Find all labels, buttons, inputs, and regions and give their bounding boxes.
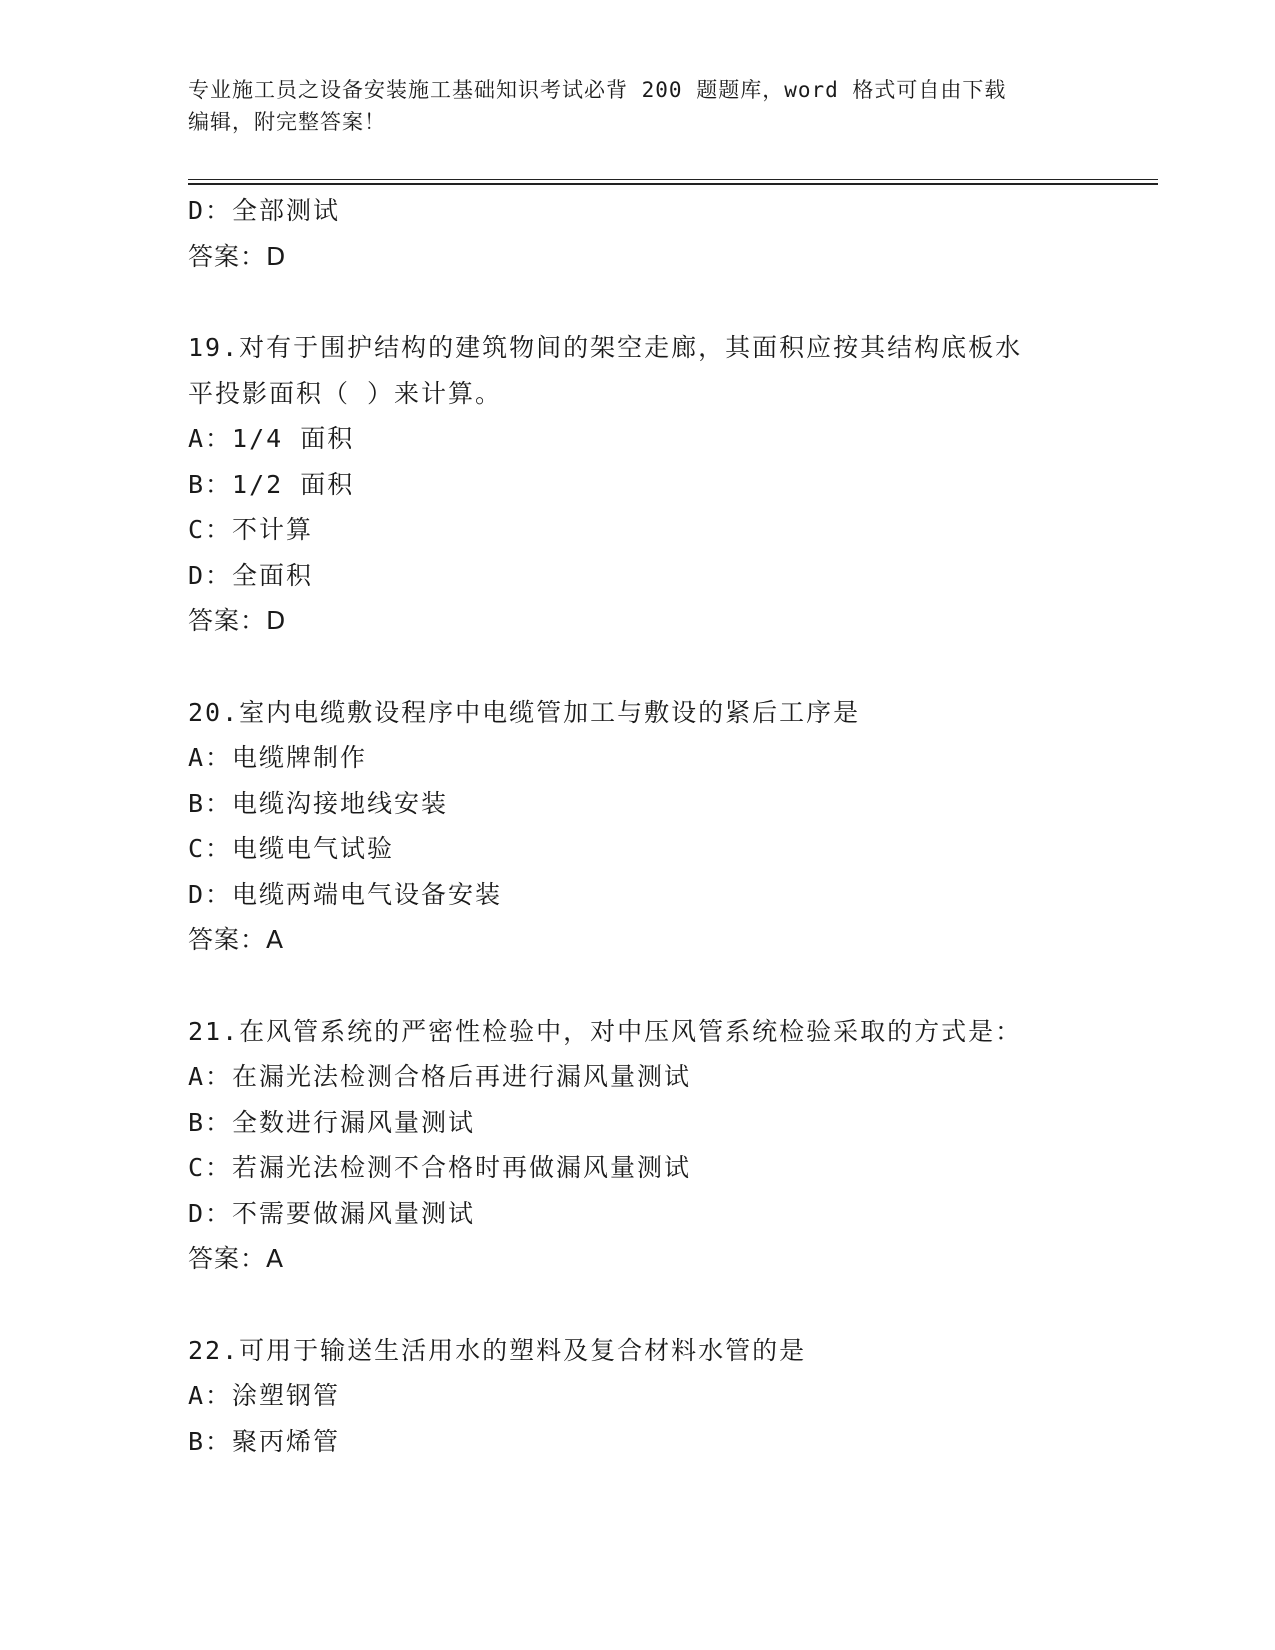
question-stem: 21.在风管系统的严密性检验中，对中压风管系统检验采取的方式是： xyxy=(188,1016,1023,1046)
option-b: B：1/2 面积 xyxy=(188,469,355,499)
answer: 答案：D xyxy=(188,241,287,271)
option-c: C：若漏光法检测不合格时再做漏风量测试 xyxy=(188,1153,692,1182)
spacer xyxy=(188,279,1088,325)
spacer xyxy=(188,963,1088,1009)
page-header xyxy=(188,74,1088,138)
option-d: D：全部测试 xyxy=(188,196,341,225)
answer: 答案：D xyxy=(188,606,287,635)
option-b: B：聚丙烯管 xyxy=(188,1426,341,1456)
option-a: A：涂塑钢管 xyxy=(188,1381,341,1410)
question-stem: 20.室内电缆敷设程序中电缆管加工与敷设的紧后工序是 xyxy=(188,697,861,727)
spacer xyxy=(188,644,1088,690)
spacer xyxy=(188,1282,1088,1328)
option-a: A：1/4 面积 xyxy=(188,424,355,453)
question-list xyxy=(188,188,1088,1464)
question-stem: 19.对有于围护结构的建筑物间的架空走廊，其面积应按其结构底板水 xyxy=(188,333,1023,362)
option-b: B：电缆沟接地线安装 xyxy=(188,788,449,818)
question-stem: 22.可用于输送生活用水的塑料及复合材料水管的是 xyxy=(188,1335,807,1365)
question-20 xyxy=(188,690,1088,963)
option-a: A：电缆牌制作 xyxy=(188,743,368,772)
answer: 答案：A xyxy=(188,1244,285,1273)
header-title-line-2: 编辑，附完整答案！ xyxy=(188,110,386,134)
question-stem-continued: 平投影面积（ ）来计算。 xyxy=(188,378,503,408)
option-a: A：在漏光法检测合格后再进行漏风量测试 xyxy=(188,1062,692,1091)
question-22 xyxy=(188,1328,1088,1465)
option-d: D：全面积 xyxy=(188,560,314,590)
header-rule-thick xyxy=(188,183,1158,185)
header-title-line-1: 专业施工员之设备安装施工基础知识考试必背 200 题题库，word 格式可自由下载 xyxy=(188,78,1007,102)
option-d: D：不需要做漏风量测试 xyxy=(188,1198,476,1228)
option-d: D：电缆两端电气设备安装 xyxy=(188,879,503,909)
question-21 xyxy=(188,1009,1088,1282)
question-19 xyxy=(188,325,1088,644)
header-rule-thin xyxy=(188,179,1158,180)
option-c: C：电缆电气试验 xyxy=(188,834,395,863)
answer: 答案：A xyxy=(188,925,285,954)
option-b: B：全数进行漏风量测试 xyxy=(188,1107,476,1137)
option-c: C：不计算 xyxy=(188,515,314,544)
